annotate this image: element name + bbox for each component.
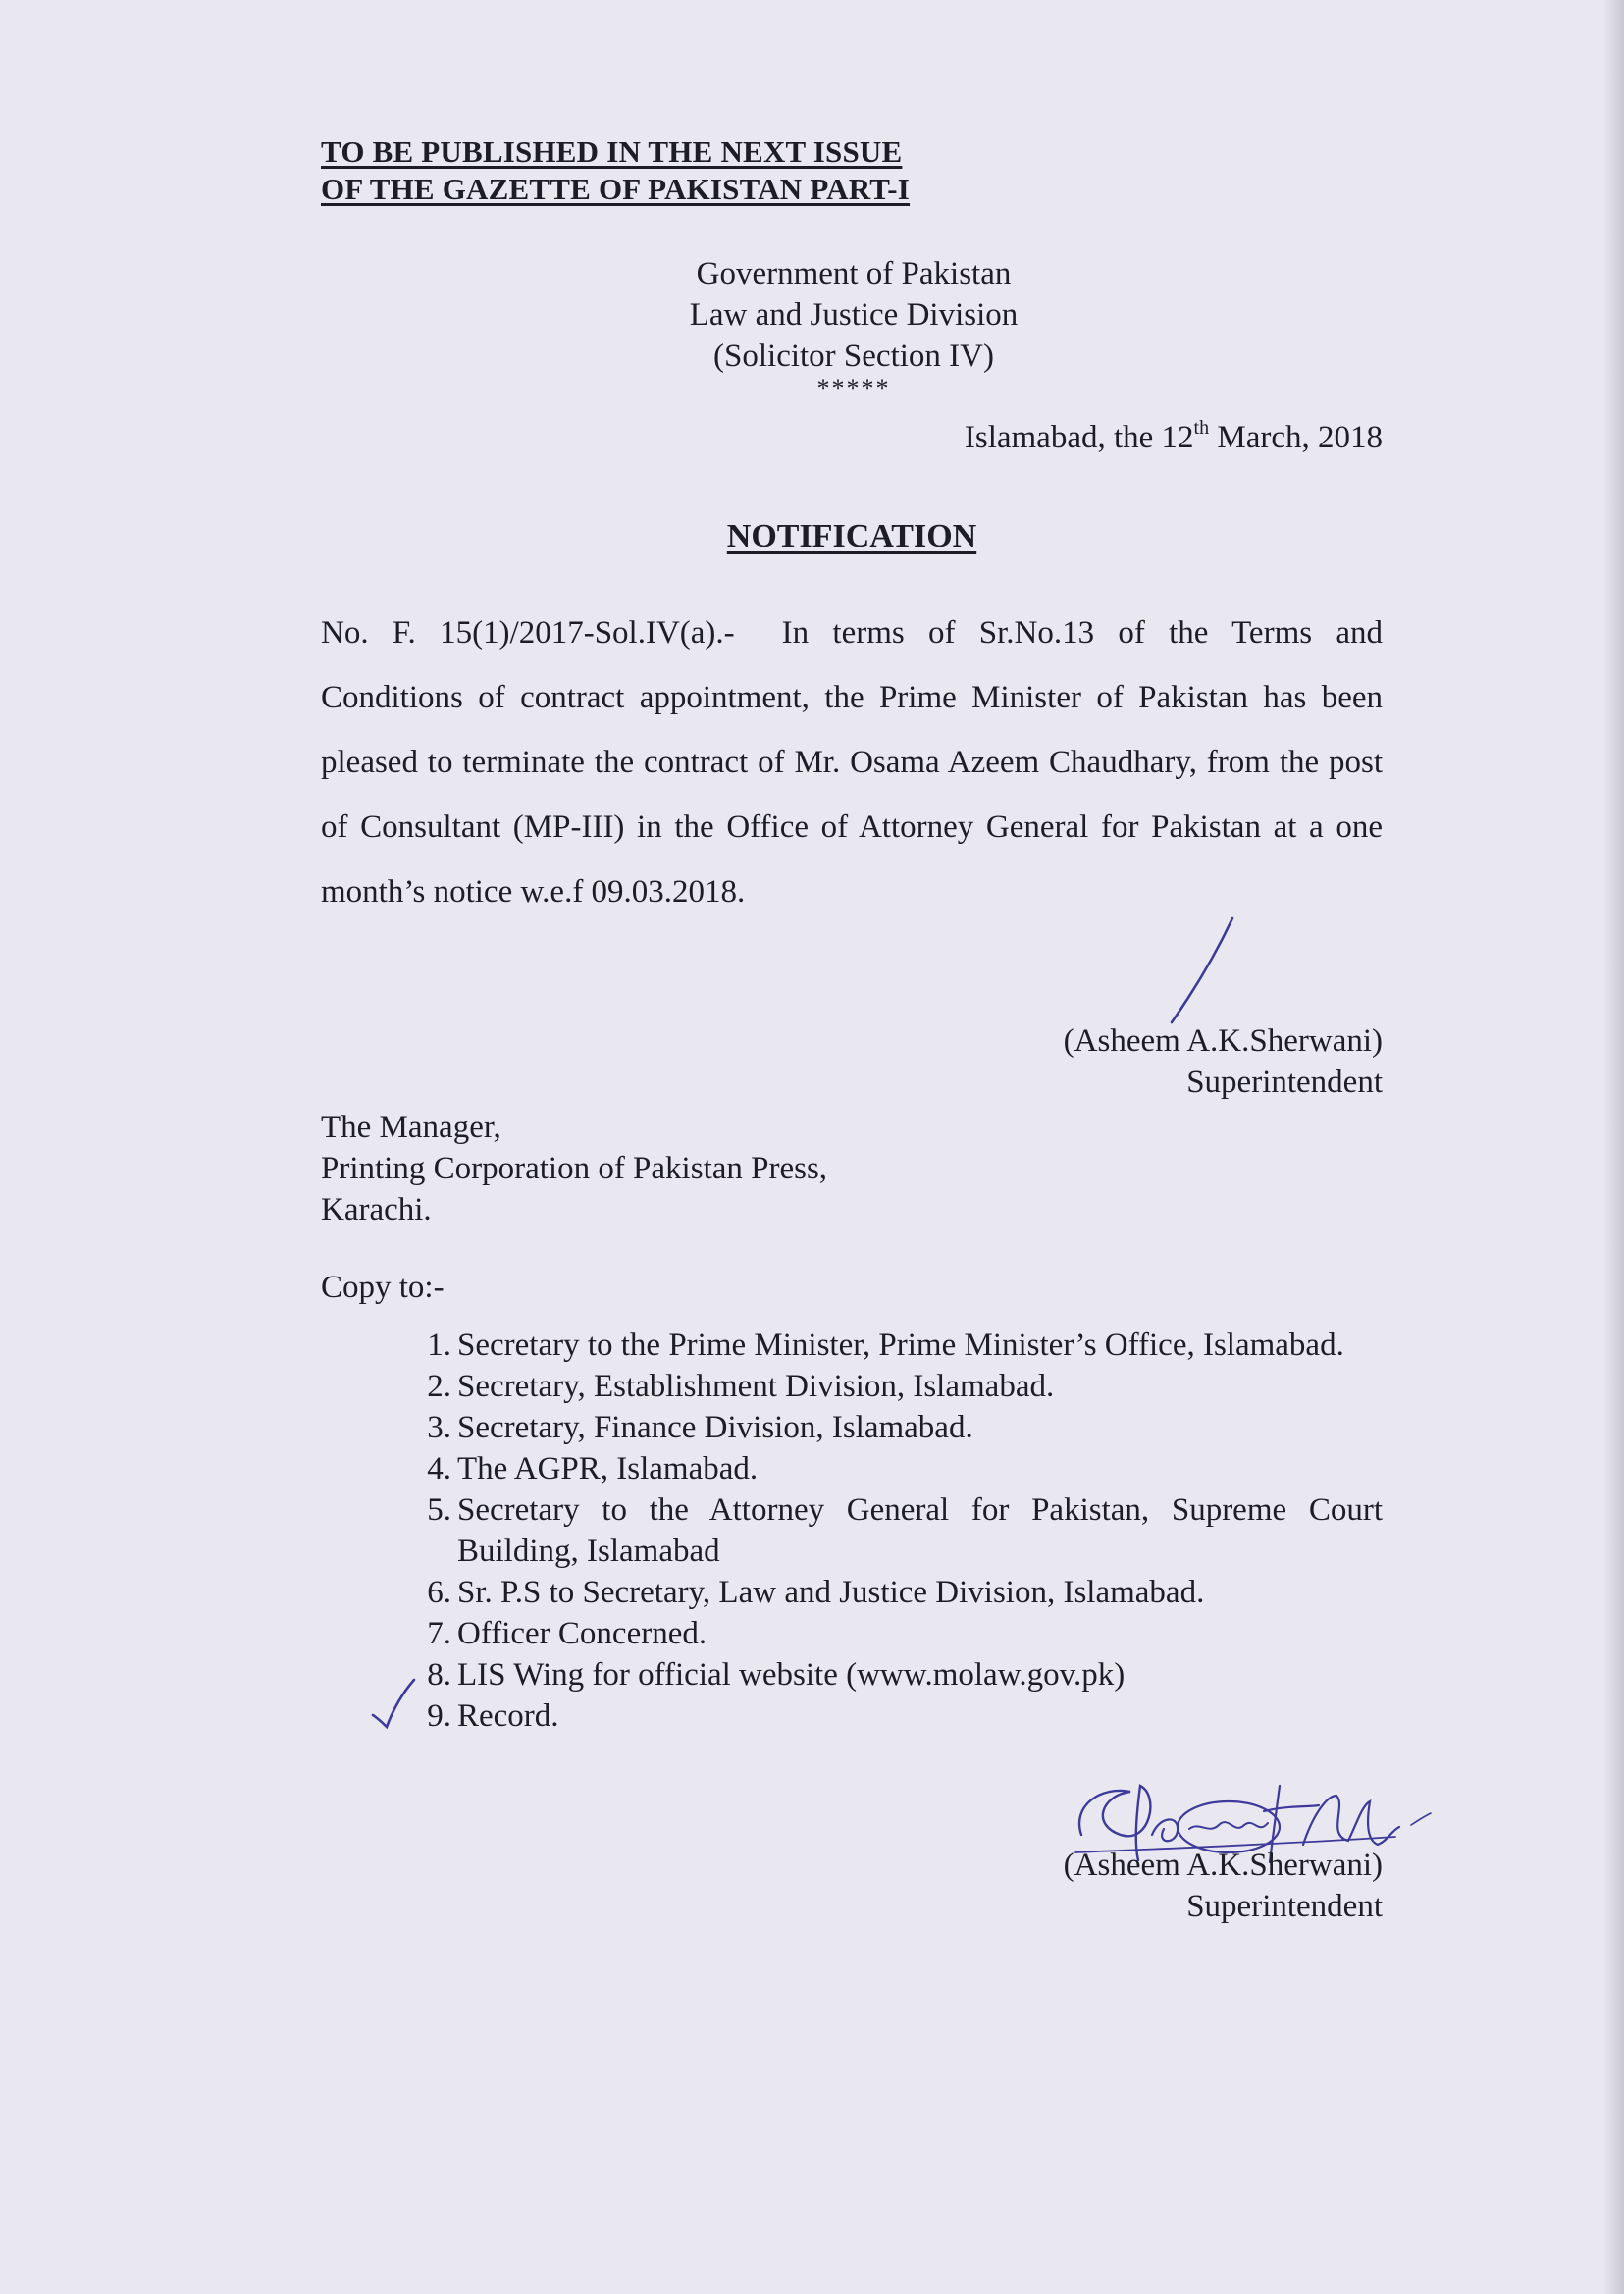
- date-prefix: Islamabad, the 12: [964, 420, 1194, 455]
- addressee-line-3: Karachi.: [321, 1192, 432, 1227]
- addressee-line-1: The Manager,: [321, 1110, 501, 1145]
- gazette-line-1: TO BE PUBLISHED IN THE NEXT ISSUE: [321, 134, 903, 169]
- copy-to-item: [408, 1613, 1383, 1654]
- copy-item-text: LIS Wing for official website (www.molaw.gov.pk): [457, 1657, 1126, 1693]
- copy-to-item: [408, 1407, 1383, 1448]
- copy-item-text: Officer Concerned.: [457, 1616, 707, 1651]
- copy-to-item: [408, 1448, 1383, 1489]
- addressee-line-2: Printing Corporation of Pakistan Press,: [321, 1151, 828, 1186]
- copy-to-item: [408, 1695, 1383, 1737]
- copy-to-item: [408, 1325, 1383, 1366]
- office-line-government: Government of Pakistan: [696, 256, 1012, 291]
- page-edge-shadow: [1602, 0, 1624, 2294]
- office-line-section: (Solicitor Section IV): [713, 339, 994, 374]
- copy-item-text: Sr. P.S to Secretary, Law and Justice Division, Islamabad.: [457, 1575, 1205, 1610]
- copy-item-number: 3.: [427, 1410, 451, 1445]
- copy-item-text: The AGPR, Islamabad.: [457, 1451, 759, 1486]
- gazette-header: [321, 133, 910, 208]
- handwritten-tick-mark: [371, 1676, 420, 1735]
- signatory-block-1: [970, 1020, 1383, 1103]
- copy-item-number: 4.: [427, 1451, 451, 1486]
- copy-item-text: Secretary to the Attorney General for Pakistan, Supreme Court Building, Islamabad: [457, 1492, 1383, 1569]
- issuing-office: [618, 253, 1089, 400]
- issue-date: [964, 417, 1383, 456]
- copy-item-number: 5.: [427, 1492, 451, 1528]
- copy-item-text: Record.: [457, 1698, 559, 1734]
- copy-to-list: [408, 1325, 1383, 1737]
- gazette-line-2: OF THE GAZETTE OF PAKISTAN PART-I: [321, 172, 911, 206]
- copy-item-number: 8.: [427, 1657, 451, 1693]
- copy-to-item: [408, 1654, 1383, 1695]
- date-rest: March, 2018: [1209, 420, 1383, 455]
- copy-to-label: Copy to:-: [321, 1270, 445, 1305]
- copy-item-number: 7.: [427, 1616, 451, 1651]
- date-ordinal-suffix: th: [1193, 417, 1210, 439]
- office-stars-divider: *****: [816, 374, 891, 402]
- copy-to-item: [408, 1572, 1383, 1613]
- notification-body: [321, 600, 1383, 924]
- copy-item-number: 9.: [427, 1698, 451, 1734]
- signatory-2-designation: Superintendent: [1186, 1889, 1383, 1924]
- copy-item-number: 6.: [427, 1575, 451, 1610]
- signatory-block-2: [970, 1845, 1383, 1927]
- addressee-block: [321, 1107, 827, 1230]
- copy-item-text: Secretary, Establishment Division, Islamabad.: [457, 1369, 1055, 1404]
- copy-item-text: Secretary, Finance Division, Islamabad.: [457, 1410, 973, 1445]
- signatory-2-name: (Asheem A.K.Sherwani): [1063, 1848, 1383, 1883]
- copy-to-item: [408, 1366, 1383, 1407]
- notification-title: NOTIFICATION: [726, 518, 977, 554]
- copy-item-number: 1.: [427, 1328, 451, 1363]
- copy-item-text: Secretary to the Prime Minister, Prime Minister’s Office, Islamabad.: [457, 1328, 1344, 1363]
- notification-number: No. F. 15(1)/2017-Sol.IV(a).-: [321, 615, 735, 651]
- copy-to-item: [408, 1489, 1383, 1572]
- copy-item-number: 2.: [427, 1369, 451, 1404]
- signatory-1-designation: Superintendent: [1186, 1065, 1383, 1100]
- notification-text: In terms of Sr.No.13 of the Terms and Conditions of contract appointment, the Prime Minister of Pakistan has been pleased to terminate the contract of Mr. Osama Azeem Chaudhary, from the post of Consultant (MP-III) in the Office of Attorney General for Pakistan at a one month’s notice w.e.f 09.03.2018.: [321, 615, 1383, 910]
- signatory-1-name: (Asheem A.K.Sherwani): [1063, 1023, 1383, 1059]
- office-line-division: Law and Justice Division: [689, 297, 1019, 333]
- signature-stroke-mark: [1158, 912, 1246, 1030]
